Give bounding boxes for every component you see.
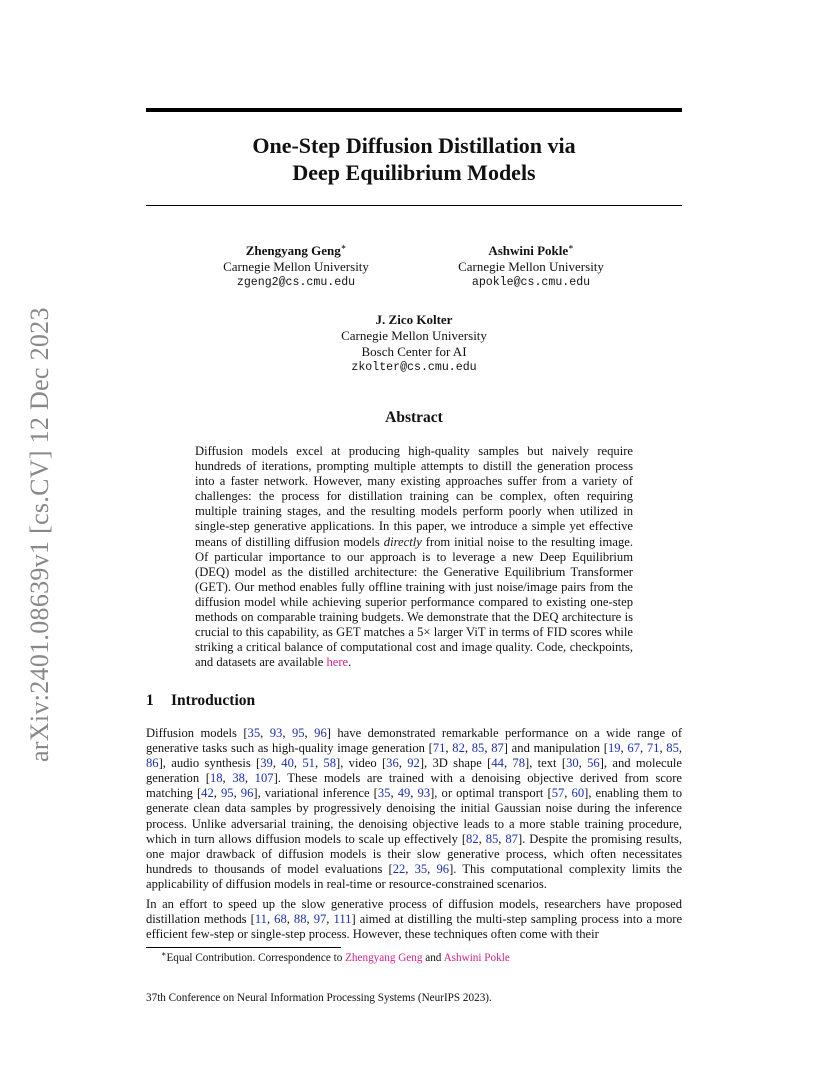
footnote-rule xyxy=(146,947,341,948)
intro-paragraph-1 xyxy=(146,726,682,892)
citation-link[interactable]: 67 xyxy=(627,741,640,756)
author-email: zgeng2@cs.cmu.edu xyxy=(236,276,356,289)
title-line-2: Deep Equilibrium Models xyxy=(292,160,536,185)
citation-link[interactable]: 93 xyxy=(417,786,431,801)
paragraph-text: , xyxy=(306,912,314,927)
author-email: zkolter@cs.cmu.edu xyxy=(351,361,477,374)
citation-link[interactable]: 92 xyxy=(407,756,420,771)
venue-footer: 37th Conference on Neural Information Processing Systems (NeurIPS 2023). xyxy=(146,992,492,1004)
citation-link[interactable]: 44 xyxy=(491,756,504,771)
paragraph-text: , xyxy=(498,831,506,846)
paragraph-text: , xyxy=(304,726,315,740)
citation-link[interactable]: 111 xyxy=(333,912,352,927)
paragraph-text: , xyxy=(213,786,221,801)
arxiv-stamp: arXiv:2401.08639v1 [cs.CV] 12 Dec 2023 xyxy=(25,307,54,762)
paragraph-text: , xyxy=(398,756,408,771)
abstract-heading: Abstract xyxy=(385,409,443,426)
paragraph-text: ], video [ xyxy=(336,756,387,771)
paragraph-text: ], and molecule generation [ xyxy=(146,756,683,786)
paragraph-text: , xyxy=(564,786,572,801)
citation-link[interactable]: 107 xyxy=(254,771,274,786)
author-block-kolter xyxy=(314,312,514,376)
citation-link[interactable]: 40 xyxy=(281,756,294,771)
author-name: Zhengyang Geng∗ xyxy=(245,242,347,258)
paragraph-text: ], text [ xyxy=(525,756,567,771)
citation-link[interactable]: 82 xyxy=(452,741,465,756)
citation-link[interactable]: 38 xyxy=(232,771,245,786)
citation-link[interactable]: 97 xyxy=(313,912,327,927)
paragraph-text: ] and manipulation [ xyxy=(503,741,608,756)
citation-link[interactable]: 87 xyxy=(505,831,518,846)
paragraph-text: ] aimed at distilling the multi-step sampling process into a more efficient few-step or single-step process. However, these techniques often come with their xyxy=(146,912,683,942)
paper-title xyxy=(146,132,682,186)
code-link[interactable]: here xyxy=(326,655,349,670)
section-heading xyxy=(146,692,446,710)
paragraph-text: , xyxy=(286,912,294,927)
citation-link[interactable]: 36 xyxy=(386,756,399,771)
citation-link[interactable]: 56 xyxy=(587,756,600,771)
title-line-1: One-Step Diffusion Distillation via xyxy=(252,133,576,158)
citation-link[interactable]: 96 xyxy=(240,786,254,801)
citation-link[interactable]: 49 xyxy=(397,786,411,801)
section-number: 1 xyxy=(146,692,154,709)
paragraph-text: , xyxy=(260,726,270,740)
citation-link[interactable]: 87 xyxy=(491,741,504,756)
citation-link[interactable]: 35 xyxy=(377,786,391,801)
paragraph-text: , xyxy=(678,741,683,756)
paragraph-text: , xyxy=(244,771,255,786)
paragraph-text: Diffusion models [ xyxy=(146,726,248,740)
footnote-link-geng[interactable]: Zhengyang Geng xyxy=(345,952,423,964)
citation-link[interactable]: 57 xyxy=(551,786,565,801)
citation-link[interactable]: 93 xyxy=(269,726,283,740)
author-name: J. Zico Kolter xyxy=(375,312,453,327)
paragraph-text: , xyxy=(659,741,667,756)
citation-link[interactable]: 58 xyxy=(323,756,337,771)
paragraph-text: ], variational inference [ xyxy=(253,786,378,801)
title-bottom-rule xyxy=(146,205,682,206)
citation-link[interactable]: 95 xyxy=(220,786,234,801)
paragraph-text: , xyxy=(484,741,492,756)
author-name: Ashwini Pokle∗ xyxy=(488,242,574,258)
citation-link[interactable]: 22 xyxy=(392,861,406,876)
paragraph-text: , xyxy=(410,786,418,801)
citation-link[interactable]: 71 xyxy=(432,741,446,756)
citation-link[interactable]: 82 xyxy=(466,831,479,846)
paragraph-text: , xyxy=(282,726,292,740)
paragraph-text: ]. This computational complexity limits the applicability of diffusion models in real-time or resource-constrained scenarios. xyxy=(146,861,683,891)
paragraph-text: , xyxy=(390,786,398,801)
paragraph-text: ] have demonstrated remarkable performance on a wide range of generative tasks such as high-quality image generation [ xyxy=(146,726,683,756)
paragraph-text: , xyxy=(503,756,513,771)
citation-link[interactable]: 96 xyxy=(314,726,327,740)
citation-link[interactable]: 86 xyxy=(146,756,159,771)
section-title: Introduction xyxy=(171,692,256,709)
citation-link[interactable]: 78 xyxy=(512,756,526,771)
citation-link[interactable]: 95 xyxy=(291,726,305,740)
paragraph-text: , xyxy=(427,861,437,876)
paragraph-text: ], audio synthesis [ xyxy=(158,756,261,771)
paragraph-text: ], 3D shape [ xyxy=(419,756,492,771)
author-affiliation: Carnegie Mellon University xyxy=(223,259,369,274)
title-top-rule xyxy=(146,108,682,112)
paragraph-text: , xyxy=(326,912,334,927)
paragraph-text: , xyxy=(293,756,303,771)
paragraph-text: , xyxy=(578,756,588,771)
citation-link[interactable]: 96 xyxy=(436,861,450,876)
paragraph-text: , xyxy=(233,786,241,801)
paragraph-text: ], enabling them to generate clean data samples by progressively denoising the initial Gaussian noise during the inference process. Unlike adversarial training, the denoising objective leads to a more stable training procedure, which in turn allows diffusion models to scale up effectively [ xyxy=(146,786,683,846)
author-email: apokle@cs.cmu.edu xyxy=(471,276,591,289)
paragraph-text: , xyxy=(464,741,472,756)
citation-link[interactable]: 88 xyxy=(293,912,307,927)
citation-link[interactable]: 60 xyxy=(571,786,585,801)
citation-link[interactable]: 42 xyxy=(201,786,214,801)
author-affiliation-2: Bosch Center for AI xyxy=(361,344,467,359)
citation-link[interactable]: 11 xyxy=(254,912,267,927)
author-affiliation: Carnegie Mellon University xyxy=(341,328,487,343)
paragraph-text: , xyxy=(314,756,324,771)
paragraph-text: , xyxy=(620,741,628,756)
citation-link[interactable]: 18 xyxy=(209,771,223,786)
author-block-geng xyxy=(196,243,396,291)
citation-link[interactable]: 71 xyxy=(646,741,660,756)
citation-link[interactable]: 85 xyxy=(666,741,679,756)
paragraph-text: , xyxy=(405,861,415,876)
paragraph-text: , xyxy=(445,741,453,756)
abstract-body: Diffusion models excel at producing high-quality samples but naively require hundreds of iterations, prompting multiple attempts to distill the generation process into a faster network. However, many existing approaches suffer from a variety of challenges: the process for distillation training can be complex, often requiring multiple training stages, and the resulting models perform poorly when utilized in single-step generative applications. In this paper, we introduce a simple yet effective means of distilling diffusion models directly from initial noise to the resulting image. Of particular importance to our approach is to leverage a new Deep Equilibrium (DEQ) model as the distilled architecture: the Generative Equilibrium Transformer (GET). Our method enables fully offline training with just noise/image pairs from the diffusion model while achieving superior performance compared to existing one-step methods on comparable training budgets. We demonstrate that the DEQ architecture is crucial to this capability, as GET matches a 5× larger ViT in terms of FID scores while striking a critical balance of computational cost and image quality. Code, checkpoints, and datasets are available here. xyxy=(195,444,633,670)
citation-link[interactable]: 30 xyxy=(566,756,579,771)
paragraph-text: In an effort to speed up the slow generative process of diffusion models, researchers have proposed distillation methods [ xyxy=(146,897,682,927)
author-affiliation: Carnegie Mellon University xyxy=(458,259,604,274)
citation-link[interactable]: 35 xyxy=(247,726,261,740)
citation-link[interactable]: 85 xyxy=(485,831,499,846)
intro-paragraph-2 xyxy=(146,897,682,942)
paragraph-text: , xyxy=(639,741,647,756)
footnote-link-pokle[interactable]: Ashwini Pokle xyxy=(443,952,510,964)
paragraph-text: ], or optimal transport [ xyxy=(430,786,552,801)
citation-link[interactable]: 51 xyxy=(302,756,315,771)
citation-link[interactable]: 39 xyxy=(260,756,273,771)
paragraph-text: , xyxy=(266,912,275,927)
footnote: ∗Equal Contribution. Correspondence to Zhengyang Geng and Ashwini Pokle xyxy=(161,949,510,964)
citation-link[interactable]: 19 xyxy=(607,741,621,756)
author-block-pokle xyxy=(431,243,631,291)
citation-link[interactable]: 85 xyxy=(471,741,485,756)
paragraph-text: , xyxy=(478,831,486,846)
citation-link[interactable]: 35 xyxy=(414,861,428,876)
paragraph-text: , xyxy=(272,756,282,771)
citation-link[interactable]: 68 xyxy=(274,912,287,927)
paragraph-text: , xyxy=(222,771,233,786)
paragraph-text: ]. These models are trained with a denoising objective derived from score matching [ xyxy=(146,771,683,801)
paragraph-text: ]. Despite the promising results, one major drawback of diffusion models is their slow generative process, which often necessitates hundreds to thousands of model evaluations [ xyxy=(146,831,682,876)
